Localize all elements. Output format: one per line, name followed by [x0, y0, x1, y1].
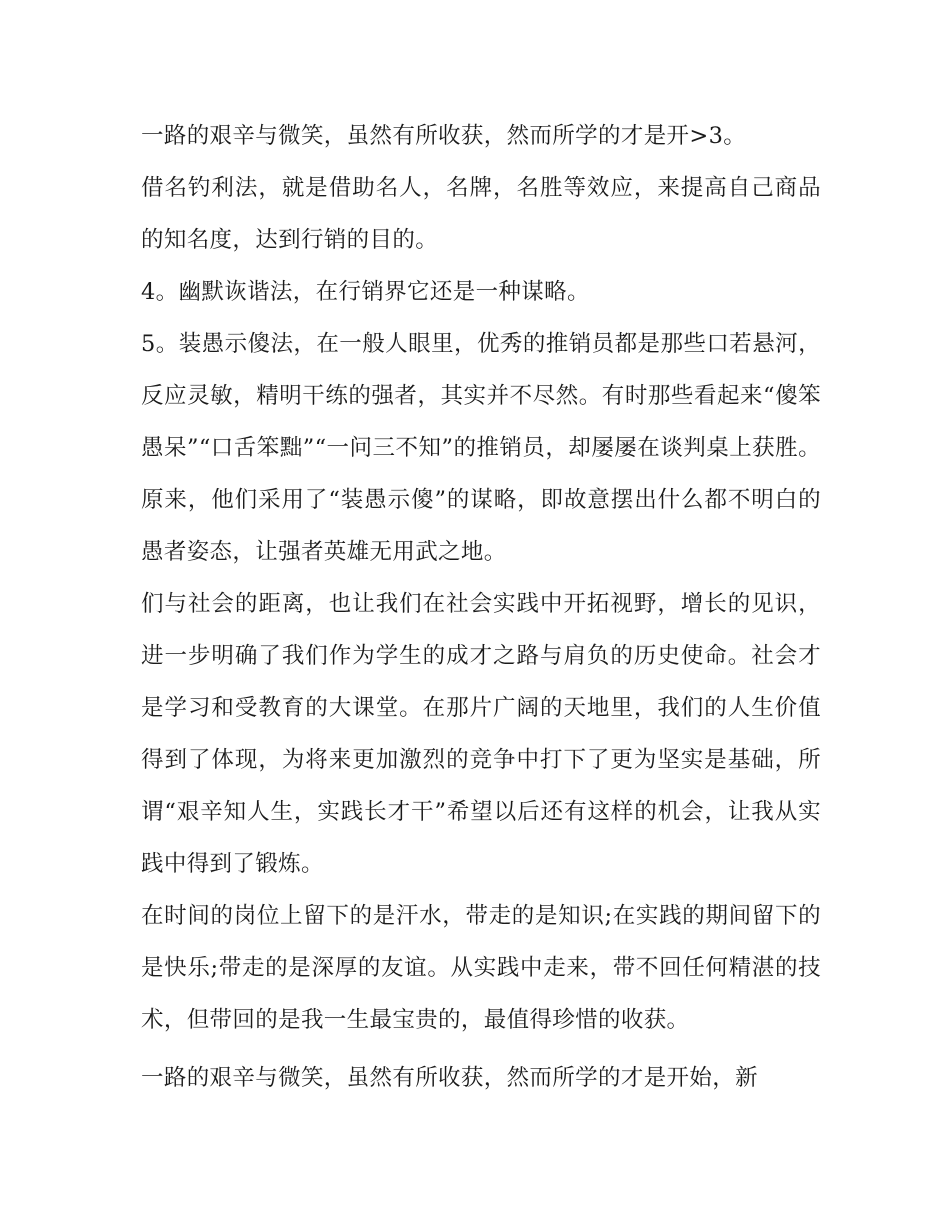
paragraph-1: 一路的艰辛与微笑，虽然有所收获，然而所学的才是开>3。	[141, 123, 747, 149]
document-body	[141, 110, 821, 1104]
paragraph-3: 4。幽默诙谐法，在行销界它还是一种谋略。	[141, 279, 590, 305]
paragraph-2: 借名钓利法，就是借助名人，名牌，名胜等效应，来提高自己商品的知名度，达到行销的目的。	[141, 175, 821, 253]
paragraph-6: 在时间的岗位上留下的是汗水，带走的是知识;在实践的期间留下的是快乐;带走的是深厚的友谊。从实践中走来，带不回任何精湛的技术，但带回的是我一生最宝贵的，最值得珍惜的收获。	[141, 903, 821, 1033]
paragraph-4: 5。装愚示傻法，在一般人眼里，优秀的推销员都是那些口若悬河，反应灵敏，精明干练的强者，其实并不尽然。有时那些看起来“傻笨愚呆”“口舌笨黜”“一问三不知”的推销员，却屡屡在谈判桌上获胜。原来，他们采用了“装愚示傻”的谋略，即故意摆出什么都不明白的愚者姿态，让强者英雄无用武之地。	[141, 331, 821, 565]
paragraph-5: 们与社会的距离，也让我们在社会实践中开拓视野，增长的见识，进一步明确了我们作为学生的成才之路与肩负的历史使命。社会才是学习和受教育的大课堂。在那片广阔的天地里，我们的人生价值得到了体现，为将来更加激烈的竞争中打下了更为坚实是基础，所谓“艰辛知人生，实践长才干”希望以后还有这样的机会，让我从实践中得到了锻炼。	[141, 591, 821, 877]
paragraph-7: 一路的艰辛与微笑，虽然有所收获，然而所学的才是开始，新	[141, 1065, 758, 1091]
